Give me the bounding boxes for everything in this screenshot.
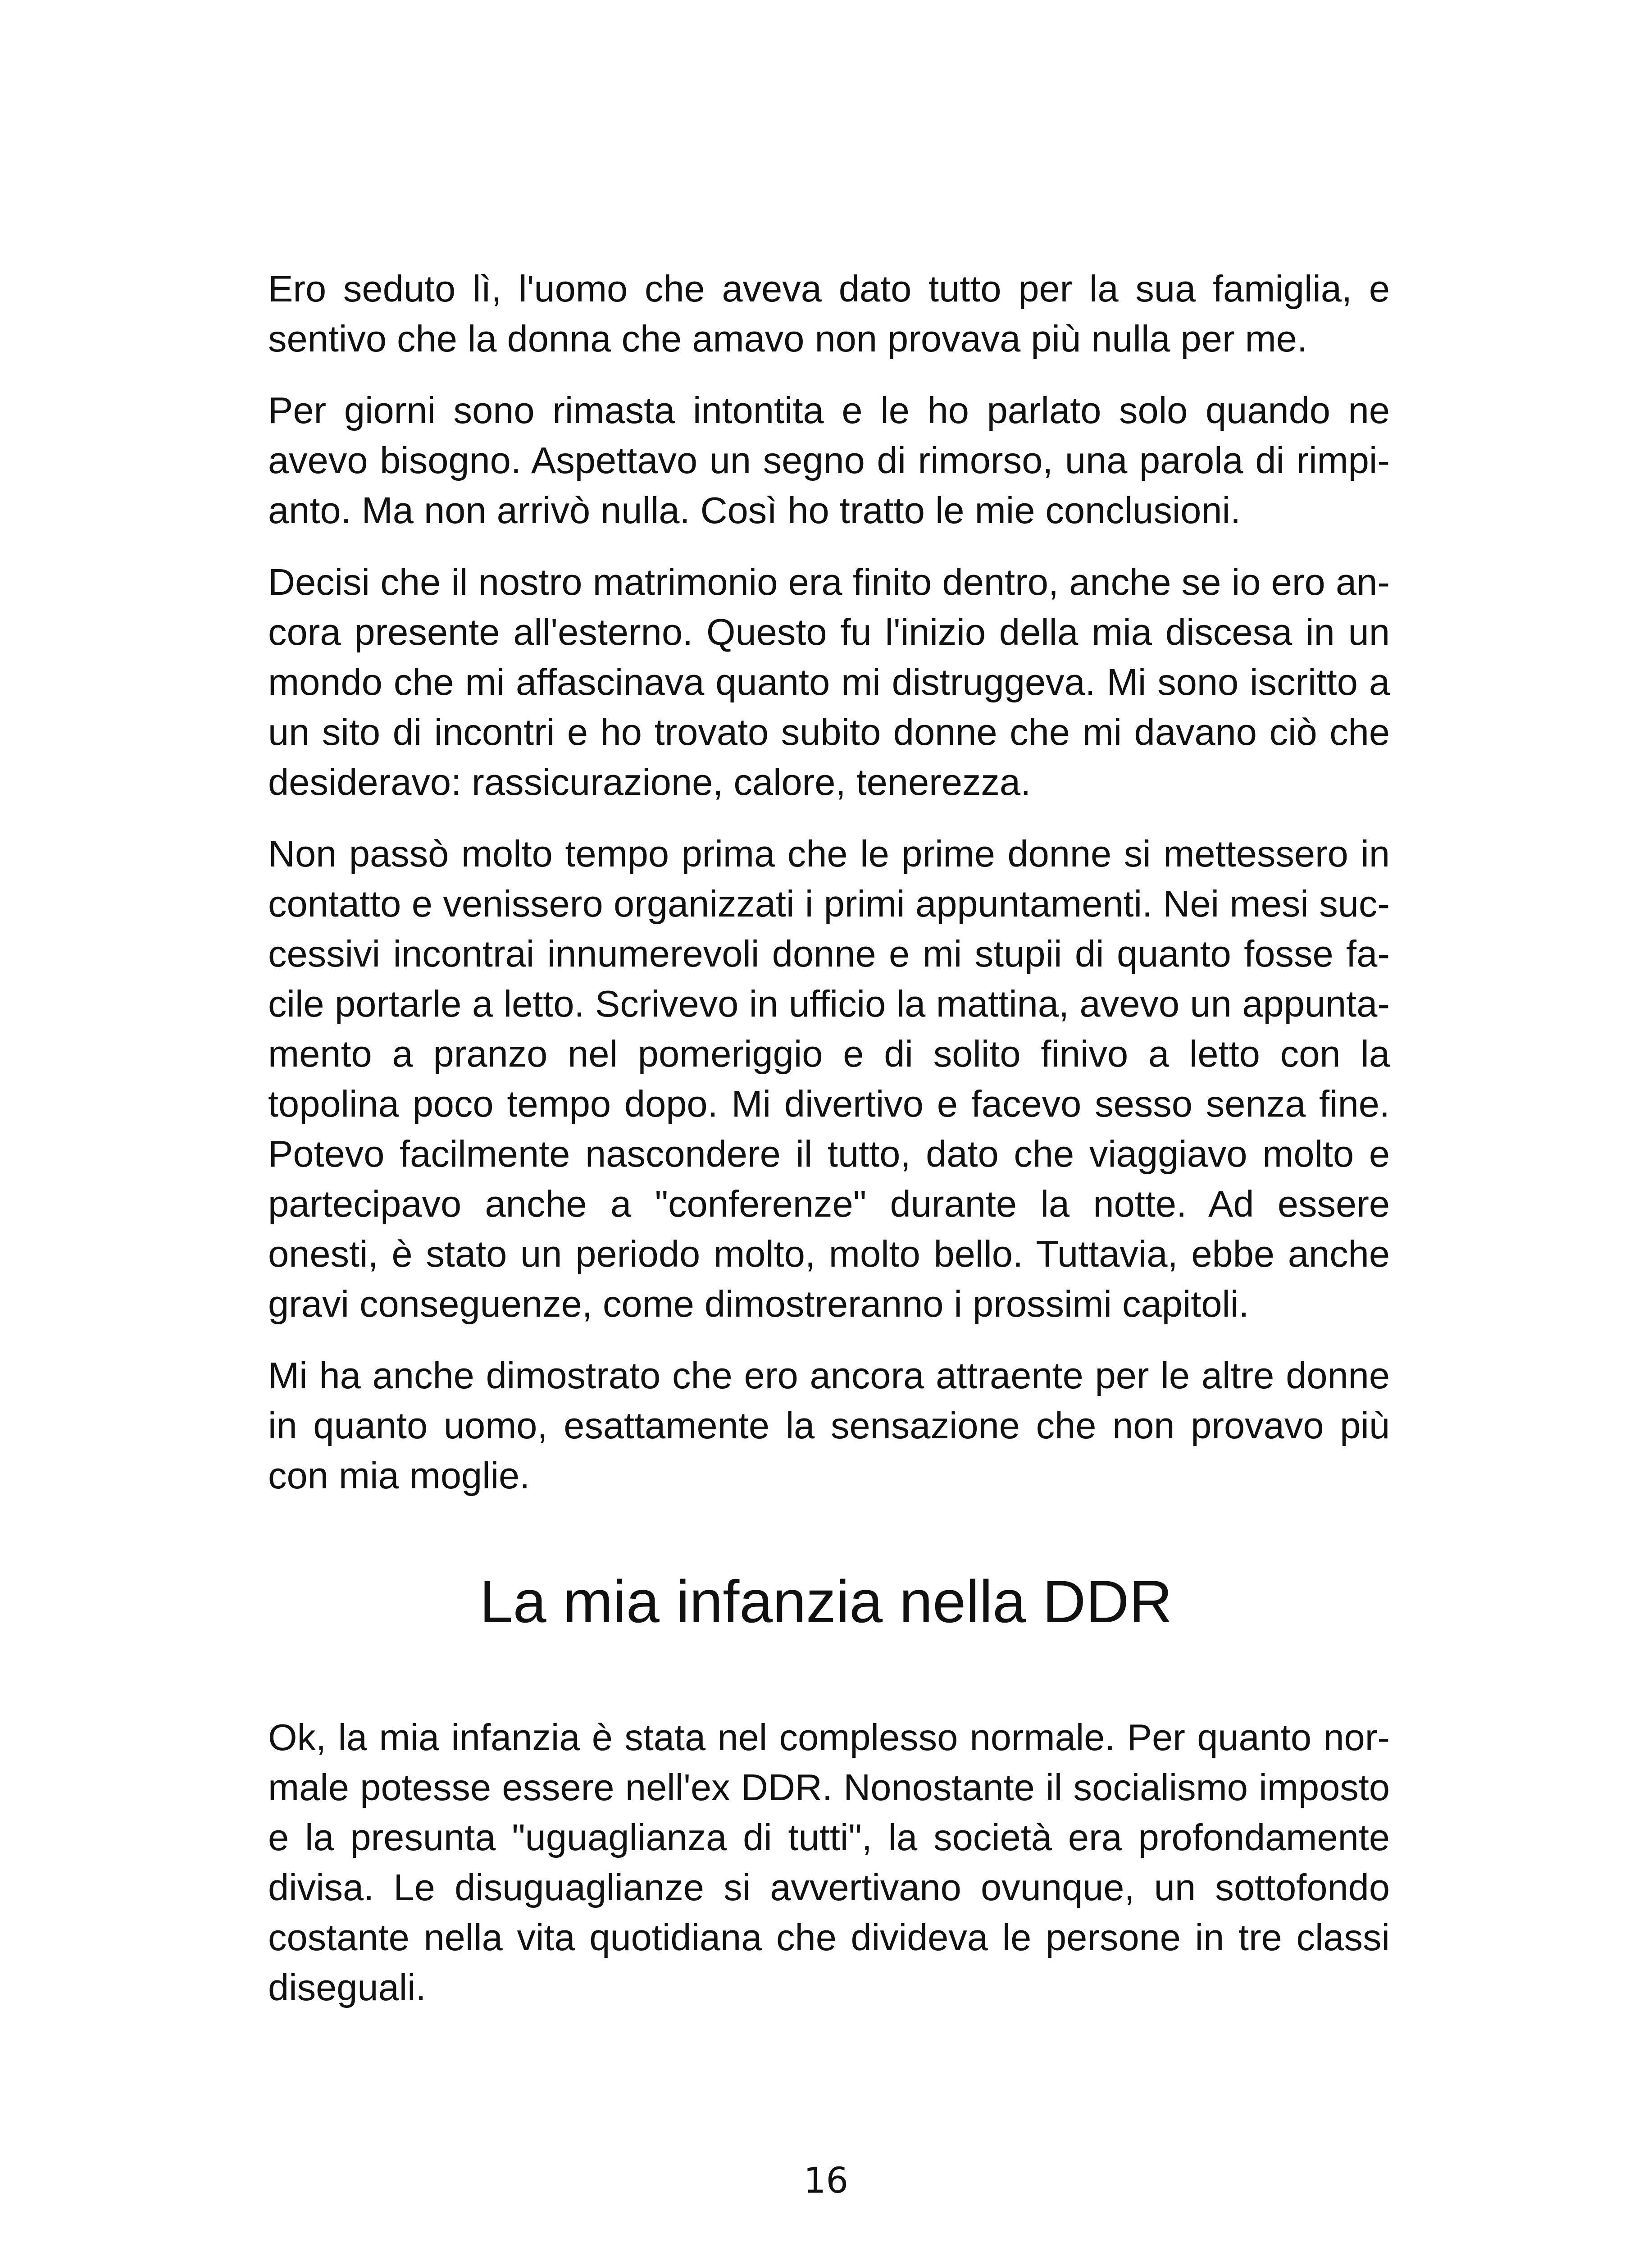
paragraph: Decisi che il nostro matrimonio era finito dentro, anche se io ero ancora presente all'esterno. Questo fu l'inizio della mia discesa in un mondo che mi affascinava quanto mi distruggeva. Mi sono iscritto a un sito di incontri e ho trovato subito donne che mi davano ciò che desideravo: rassicurazione, calore, tenerezza. bbox=[268, 561, 1390, 803]
text-block-before bbox=[268, 264, 1390, 1500]
paragraph: Per giorni sono rimasta intontita e le ho parlato solo quando ne avevo bisogno. Aspettavo un segno di rimorso, una parola di rimpianto. Ma non arrivò nulla. Così ho tratto le mie conclusioni. bbox=[268, 389, 1390, 531]
paragraph: Ero seduto lì, l'uomo che aveva dato tutto per la sua famiglia, e sentivo che la donna che amavo non provava più nulla per me. bbox=[268, 268, 1390, 360]
chapter-title: La mia infanzia nella DDR bbox=[479, 1569, 1173, 1635]
page-number: 16 bbox=[803, 2161, 849, 2201]
text-block-after bbox=[268, 1712, 1390, 2012]
paragraph: Mi ha anche dimostrato che ero ancora attraente per le altre donne in quanto uomo, esattamente la sensazione che non provavo più con mia moglie. bbox=[268, 1355, 1390, 1496]
paragraph: Ok, la mia infanzia è stata nel complesso normale. Per quanto normale potesse essere nell'ex DDR. Nonostante il socialismo imposto e la presunta "uguaglianza di tutti", la società era profondamente divisa. Le disuguaglianze si avvertivano ovunque, un sottofondo costante nella vita quotidiana che divideva le persone in tre classi diseguali. bbox=[268, 1716, 1390, 2008]
paragraph: Non passò molto tempo prima che le prime donne si mettessero in contatto e venissero organizzati i primi appuntamenti. Nei mesi successivi incontrai innumerevoli donne e mi stupii di quanto fosse facile portarle a letto. Scrivevo in ufficio la mattina, avevo un appuntamento a pranzo nel pomeriggio e di solito finivo a letto con la topolina poco tempo dopo. Mi divertivo e facevo sesso senza fine. Potevo facilmente nascondere il tutto, dato che viaggiavo molto e partecipavo anche a "conferenze" durante la notte. Ad essere onesti, è stato un periodo molto, molto bello. Tuttavia, ebbe anche gravi conseguenze, come dimostreranno i prossimi capitoli. bbox=[268, 833, 1390, 1325]
